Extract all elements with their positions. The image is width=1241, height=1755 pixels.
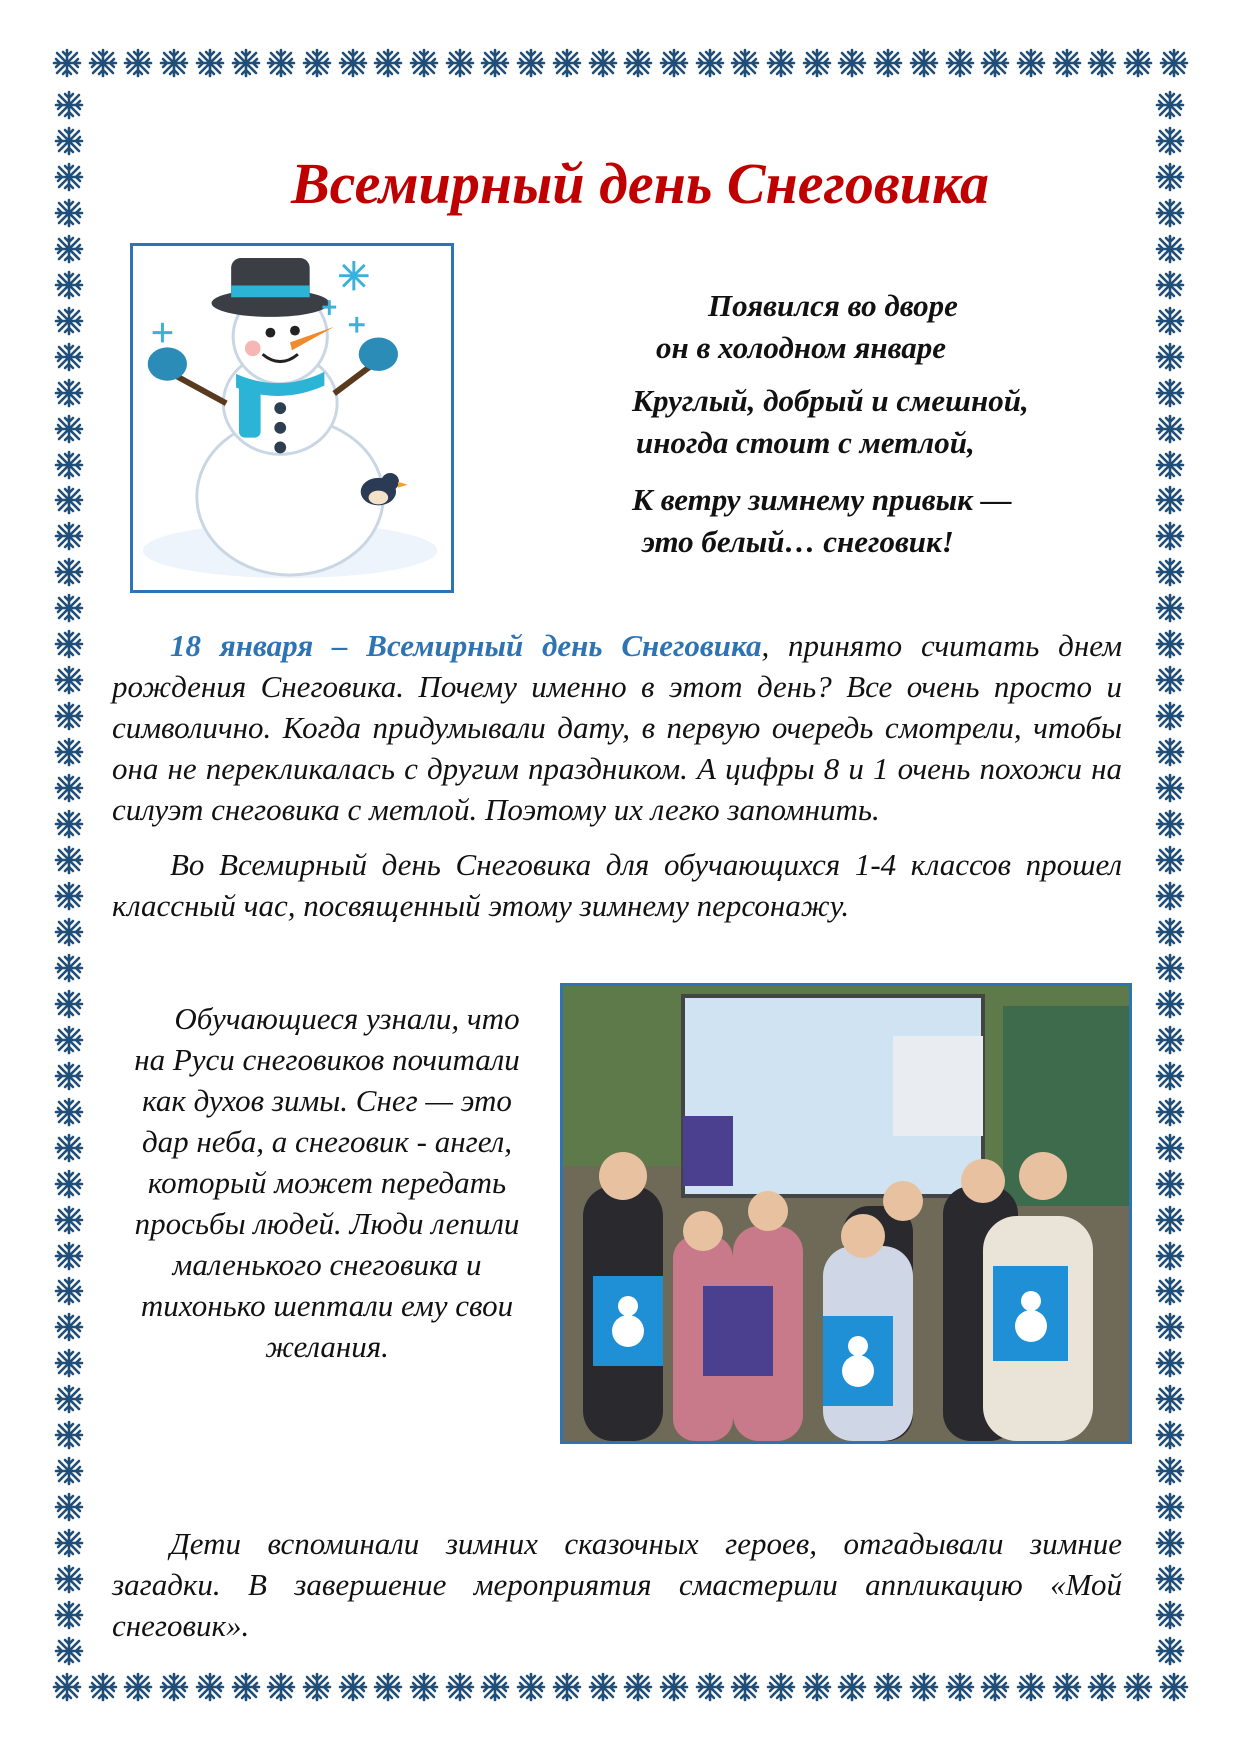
snowflake-ornament-icon xyxy=(657,1670,691,1704)
snowflake-ornament-icon xyxy=(52,1454,86,1488)
snowflake-ornament-icon xyxy=(52,1023,86,1057)
snowflake-ornament-icon xyxy=(1014,1670,1048,1704)
snowflake-ornament-icon xyxy=(943,46,977,80)
snowflake-ornament-icon xyxy=(50,46,84,80)
border-left xyxy=(52,88,88,1668)
snowflake-ornament-icon xyxy=(371,1670,405,1704)
snowflake-ornament-icon xyxy=(586,1670,620,1704)
snowflake-ornament-icon xyxy=(1153,987,1187,1021)
snowflake-ornament-icon xyxy=(1153,483,1187,517)
event-paragraph: Во Всемирный день Снеговика для обучающихся 1-4 классов прошел классный час, посвященный этому зимнему персонажу. xyxy=(112,847,1122,923)
snowflake-ornament-icon xyxy=(336,46,370,80)
snowflake-ornament-icon xyxy=(52,196,86,230)
snowflake-ornament-icon xyxy=(1153,591,1187,625)
poem-line-6: это белый… снеговик! xyxy=(642,524,954,559)
intro-highlight: 18 января – Всемирный день Снеговика xyxy=(170,628,762,663)
legend-line: Обучающиеся узнали, что xyxy=(174,1001,520,1036)
snowflake-ornament-icon xyxy=(835,1670,869,1704)
legend-line: который может передать xyxy=(147,1165,507,1200)
snowflake-ornament-icon xyxy=(1153,448,1187,482)
snowflake-ornament-icon xyxy=(52,627,86,661)
poem-line-2: он в холодном январе xyxy=(656,330,946,365)
snowflake-ornament-icon xyxy=(1153,1598,1187,1632)
border-bottom xyxy=(50,1670,1191,1706)
snowflake-ornament-icon xyxy=(52,304,86,338)
snowflake-ornament-icon xyxy=(52,555,86,589)
snowflake-ornament-icon xyxy=(52,268,86,302)
snowflake-ornament-icon xyxy=(1153,699,1187,733)
snowflake-ornament-icon xyxy=(52,771,86,805)
snowflake-ornament-icon xyxy=(1157,46,1191,80)
snowflake-ornament-icon xyxy=(1153,160,1187,194)
snowflake-ornament-icon xyxy=(52,807,86,841)
snowflake-ornament-icon xyxy=(52,376,86,410)
snowflake-ornament-icon xyxy=(52,1203,86,1237)
snowflake-ornament-icon xyxy=(1153,843,1187,877)
snowflake-ornament-icon xyxy=(1153,1634,1187,1668)
snowflake-ornament-icon xyxy=(1153,1131,1187,1165)
snowflake-ornament-icon xyxy=(193,46,227,80)
snowflake-ornament-icon xyxy=(835,46,869,80)
snowflake-ornament-icon xyxy=(1153,268,1187,302)
snowflake-ornament-icon xyxy=(621,1670,655,1704)
legend-line: тихонько шептали ему свои xyxy=(140,1288,514,1323)
snowflake-ornament-icon xyxy=(871,1670,905,1704)
snowflake-ornament-icon xyxy=(52,1167,86,1201)
snowflake-ornament-icon xyxy=(52,1562,86,1596)
snowflake-ornament-icon xyxy=(478,46,512,80)
snowflake-ornament-icon xyxy=(1153,915,1187,949)
snowflake-ornament-icon xyxy=(1153,1454,1187,1488)
snowflake-ornament-icon xyxy=(229,46,263,80)
snowflake-ornament-icon xyxy=(121,1670,155,1704)
snowflake-ornament-icon xyxy=(1153,1239,1187,1273)
snowflake-ornament-icon xyxy=(52,1274,86,1308)
legend-line: просьбы людей. Люди лепили xyxy=(134,1206,520,1241)
snowflake-ornament-icon xyxy=(157,1670,191,1704)
snowflake-ornament-icon xyxy=(86,1670,120,1704)
snowflake-ornament-icon xyxy=(764,46,798,80)
snowflake-ornament-icon xyxy=(52,124,86,158)
snowflake-ornament-icon xyxy=(1153,1490,1187,1524)
snowflake-ornament-icon xyxy=(1050,46,1084,80)
snowflake-ornament-icon xyxy=(514,46,548,80)
snowflake-ornament-icon xyxy=(52,843,86,877)
snowflake-ornament-icon xyxy=(1153,88,1187,122)
snowflake-ornament-icon xyxy=(728,46,762,80)
snowflake-ornament-icon xyxy=(978,1670,1012,1704)
snowflake-ornament-icon xyxy=(1153,1167,1187,1201)
snowflake-ornament-icon xyxy=(764,1670,798,1704)
snowflake-ornament-icon xyxy=(157,46,191,80)
snowflake-ornament-icon xyxy=(1014,46,1048,80)
snowflake-ornament-icon xyxy=(1153,1310,1187,1344)
snowflake-ornament-icon xyxy=(657,46,691,80)
snowflake-ornament-icon xyxy=(1153,771,1187,805)
snowflake-ornament-icon xyxy=(1153,519,1187,553)
snowflake-ornament-icon xyxy=(52,232,86,266)
snowflake-ornament-icon xyxy=(52,987,86,1021)
snowflake-ornament-icon xyxy=(52,88,86,122)
snowflake-ornament-icon xyxy=(1085,1670,1119,1704)
border-top xyxy=(50,46,1191,82)
snowflake-ornament-icon xyxy=(550,1670,584,1704)
snowflake-ornament-icon xyxy=(336,1670,370,1704)
snowflake-ornament-icon xyxy=(1153,340,1187,374)
snowflake-ornament-icon xyxy=(907,46,941,80)
snowflake-ornament-icon xyxy=(693,1670,727,1704)
snowman-picture xyxy=(133,246,451,590)
snowflake-ornament-icon xyxy=(1153,951,1187,985)
snowflake-ornament-icon xyxy=(52,1239,86,1273)
snowflake-ornament-icon xyxy=(1153,807,1187,841)
snowflake-ornament-icon xyxy=(1153,412,1187,446)
snowflake-ornament-icon xyxy=(300,1670,334,1704)
snowflake-ornament-icon xyxy=(52,591,86,625)
snowflake-ornament-icon xyxy=(52,1598,86,1632)
snowflake-ornament-icon xyxy=(1153,555,1187,589)
poem-line-5: К ветру зимнему привык — xyxy=(632,482,1012,517)
snowflake-ornament-icon xyxy=(1153,1274,1187,1308)
snowflake-ornament-icon xyxy=(514,1670,548,1704)
snowflake-ornament-icon xyxy=(1153,1418,1187,1452)
legend-paragraph xyxy=(112,998,542,1367)
snowflake-ornament-icon xyxy=(800,1670,834,1704)
snowflake-ornament-icon xyxy=(1153,1562,1187,1596)
snowflake-ornament-icon xyxy=(1050,1670,1084,1704)
snowflake-ornament-icon xyxy=(728,1670,762,1704)
snowflake-ornament-icon xyxy=(1153,735,1187,769)
snowflake-ornament-icon xyxy=(193,1670,227,1704)
snowflake-ornament-icon xyxy=(1153,232,1187,266)
snowflake-ornament-icon xyxy=(478,1670,512,1704)
page-title: Всемирный день Снеговика xyxy=(290,151,990,216)
snowflake-ornament-icon xyxy=(52,1131,86,1165)
snowflake-ornament-icon xyxy=(443,46,477,80)
snowflake-ornament-icon xyxy=(800,46,834,80)
legend-line: на Руси снеговиков почитали xyxy=(134,1042,520,1077)
legend-line: маленького снеговика и xyxy=(172,1247,482,1282)
snowflake-ornament-icon xyxy=(1153,196,1187,230)
poem-line-3: Круглый, добрый и смешной, xyxy=(632,383,1029,418)
snowflake-ornament-icon xyxy=(1153,376,1187,410)
intro-paragraph xyxy=(112,625,1122,830)
snowflake-ornament-icon xyxy=(1085,46,1119,80)
snowflake-ornament-icon xyxy=(52,915,86,949)
poem-line-4: иногда стоит с метлой, xyxy=(636,425,975,460)
snowflake-ornament-icon xyxy=(52,448,86,482)
snowflake-ornament-icon xyxy=(52,519,86,553)
snowflake-ornament-icon xyxy=(86,46,120,80)
snowflake-ornament-icon xyxy=(978,46,1012,80)
snowflake-ornament-icon xyxy=(1153,1023,1187,1057)
snowflake-ornament-icon xyxy=(1157,1670,1191,1704)
legend-line: дар неба, а снеговик - ангел, xyxy=(141,1124,512,1159)
snowflake-ornament-icon xyxy=(52,1095,86,1129)
snowflake-ornament-icon xyxy=(52,735,86,769)
class-photo-picture xyxy=(563,986,1129,1441)
snowflake-ornament-icon xyxy=(300,46,334,80)
snowman-illustration xyxy=(130,243,454,593)
snowflake-ornament-icon xyxy=(550,46,584,80)
snowflake-ornament-icon xyxy=(407,1670,441,1704)
snowflake-ornament-icon xyxy=(264,1670,298,1704)
snowflake-ornament-icon xyxy=(229,1670,263,1704)
class-photo xyxy=(560,983,1132,1444)
snowflake-ornament-icon xyxy=(52,879,86,913)
intro-text: , принято считать днем рождения Снеговика. Почему именно в этот день? Все очень просто и символично. Когда придумывали дату, в первую очередь смотрели, чтобы она не перекликалась с другим праздником. А цифры 8 и 1 очень похожи на силуэт снеговика с метлой. Поэтому их легко запомнить. xyxy=(112,628,1122,827)
snowflake-ornament-icon xyxy=(1153,1203,1187,1237)
snowflake-ornament-icon xyxy=(52,1634,86,1668)
snowflake-ornament-icon xyxy=(1153,1095,1187,1129)
snowflake-ornament-icon xyxy=(371,46,405,80)
snowflake-ornament-icon xyxy=(52,1526,86,1560)
snowflake-ornament-icon xyxy=(1153,1382,1187,1416)
snowflake-ornament-icon xyxy=(52,1382,86,1416)
snowflake-ornament-icon xyxy=(1121,1670,1155,1704)
snowflake-ornament-icon xyxy=(121,46,155,80)
snowflake-ornament-icon xyxy=(1153,1526,1187,1560)
snowflake-ornament-icon xyxy=(52,1418,86,1452)
snowflake-ornament-icon xyxy=(943,1670,977,1704)
snowflake-ornament-icon xyxy=(52,340,86,374)
snowflake-ornament-icon xyxy=(871,46,905,80)
border-right xyxy=(1153,88,1189,1668)
snowflake-ornament-icon xyxy=(52,1059,86,1093)
snowflake-ornament-icon xyxy=(907,1670,941,1704)
poem-line-1: Появился во дворе xyxy=(708,288,958,323)
closing-paragraph: Дети вспоминали зимних сказочных героев, отгадывали зимние загадки. В завершение мероприятия смастерили аппликацию «Мой снеговик». xyxy=(112,1526,1122,1643)
snowflake-ornament-icon xyxy=(52,1490,86,1524)
snowflake-ornament-icon xyxy=(1153,627,1187,661)
snowflake-ornament-icon xyxy=(586,46,620,80)
snowflake-ornament-icon xyxy=(1153,663,1187,697)
snowflake-ornament-icon xyxy=(621,46,655,80)
snowflake-ornament-icon xyxy=(1121,46,1155,80)
snowflake-ornament-icon xyxy=(52,1346,86,1380)
snowflake-ornament-icon xyxy=(1153,1346,1187,1380)
snowflake-ornament-icon xyxy=(1153,304,1187,338)
legend-line: желания. xyxy=(265,1329,389,1364)
snowflake-ornament-icon xyxy=(52,1310,86,1344)
snowflake-ornament-icon xyxy=(1153,879,1187,913)
snowflake-ornament-icon xyxy=(50,1670,84,1704)
snowflake-ornament-icon xyxy=(52,951,86,985)
snowflake-ornament-icon xyxy=(1153,1059,1187,1093)
snowflake-ornament-icon xyxy=(443,1670,477,1704)
legend-line: как духов зимы. Снег — это xyxy=(142,1083,512,1118)
snowflake-ornament-icon xyxy=(52,160,86,194)
snowflake-ornament-icon xyxy=(1153,124,1187,158)
snowflake-ornament-icon xyxy=(264,46,298,80)
snowflake-ornament-icon xyxy=(52,483,86,517)
snowflake-ornament-icon xyxy=(52,663,86,697)
snowflake-ornament-icon xyxy=(693,46,727,80)
snowflake-ornament-icon xyxy=(407,46,441,80)
snowflake-ornament-icon xyxy=(52,412,86,446)
snowflake-ornament-icon xyxy=(52,699,86,733)
